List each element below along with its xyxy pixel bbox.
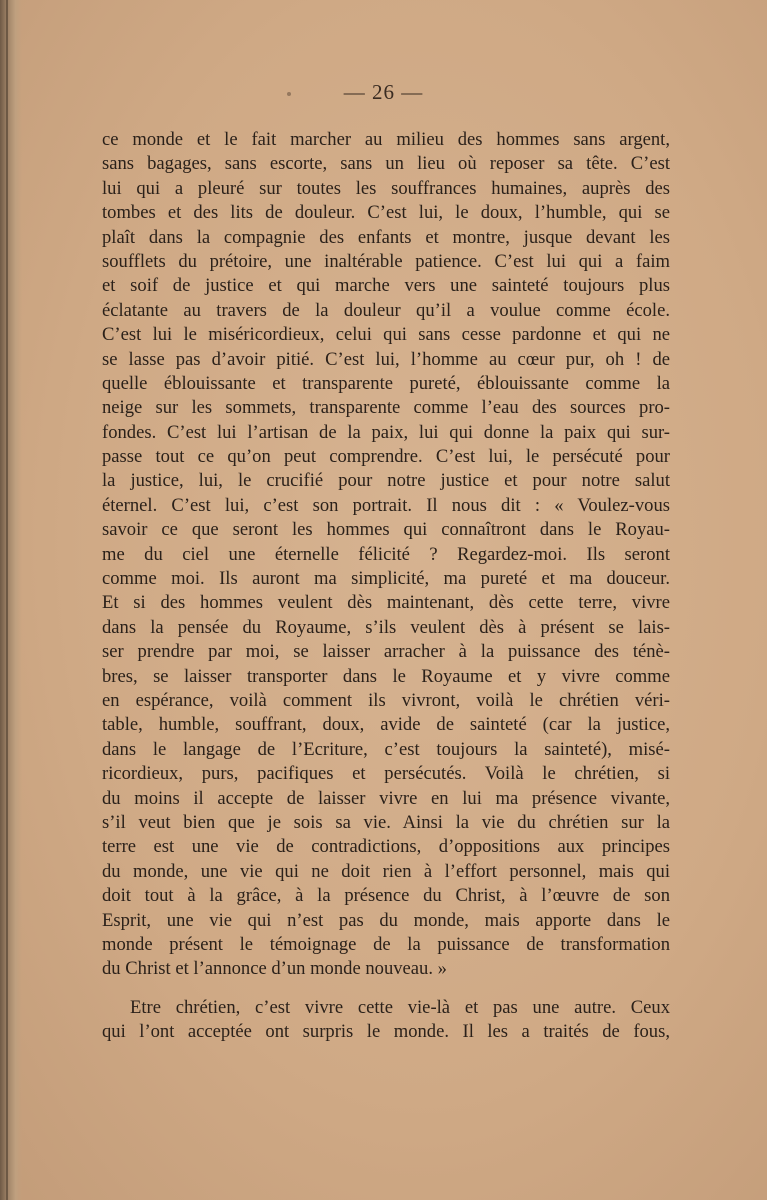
text-line: éclatante au travers de la douleur qu’il a voulue comme école. — [102, 299, 670, 321]
text-line: Esprit, une vie qui n’est pas du monde, mais apporte dans le — [102, 909, 670, 931]
text-line: ser prendre par moi, se laisser arracher à la puissance des ténè- — [102, 641, 670, 663]
text-line: se lasse pas d’avoir pitié. C’est lui, l’homme au cœur pur, oh ! de — [102, 348, 670, 370]
page-number: — 26 — — [343, 80, 424, 104]
text-line: Et si des hommes veulent dès maintenant, dès cette terre, vivre — [102, 592, 670, 614]
text-line: passe tout ce qu’on peut comprendre. C’est lui, le persécuté pour — [102, 446, 670, 468]
text-line: Etre chrétien, c’est vivre cette vie-là et pas une autre. Ceux — [130, 996, 670, 1018]
paragraph-1 — [102, 128, 670, 982]
text-line: du moins il accepte de laisser vivre en lui ma présence vivante, — [102, 787, 670, 809]
text-line: quelle éblouissante et transparente pureté, éblouissante comme la — [102, 372, 670, 394]
text-line: me du ciel une éternelle félicité ? Regardez-moi. Ils seront — [102, 543, 670, 565]
text-line: doit tout à la grâce, à la présence du Christ, à l’œuvre de son — [102, 885, 670, 907]
text-line: comme moi. Ils auront ma simplicité, ma pureté et ma douceur. — [102, 568, 670, 590]
binding-edge-line — [6, 0, 8, 1200]
text-line: terre est une vie de contradictions, d’oppositions aux principes — [102, 836, 670, 858]
text-line: éternel. C’est lui, c’est son portrait. Il nous dit : « Voulez-vous — [102, 494, 670, 516]
text-line: plaît dans la compagnie des enfants et montre, jusque devant les — [102, 226, 670, 248]
text-line: ce monde et le fait marcher au milieu des hommes sans argent, — [102, 129, 670, 150]
paragraph-2 — [102, 996, 670, 1045]
text-line: dans la pensée du Royaume, s’ils veulent dès à présent se lais- — [102, 616, 670, 638]
text-line: neige sur les sommets, transparente comme l’eau des sources pro- — [102, 397, 670, 419]
text-line: sans bagages, sans escorte, sans un lieu où reposer sa tête. C’est — [102, 153, 670, 175]
text-line: savoir ce que seront les hommes qui connaîtront dans le Royau- — [102, 519, 670, 541]
text-line: du monde, une vie qui ne doit rien à l’effort personnel, mais qui — [102, 860, 670, 882]
text-line: table, humble, souffrant, doux, avide de sainteté (car la justice, — [102, 714, 670, 736]
text-line: ricordieux, purs, pacifiques et persécutés. Voilà le chrétien, si — [102, 763, 670, 785]
paragraph-gap — [102, 982, 670, 996]
text-line: soufflets du prétoire, une inaltérable patience. C’est lui qui a faim — [102, 250, 670, 272]
text-line: monde présent le témoignage de la puissance de transformation — [102, 933, 670, 955]
text-line: fondes. C’est lui l’artisan de la paix, lui qui donne la paix qui sur- — [102, 421, 670, 443]
text-line: du Christ et l’annonce d’un monde nouveau. » — [102, 958, 447, 980]
body-text — [102, 128, 670, 1044]
text-line: la justice, lui, le crucifié pour notre justice et pour notre salut — [102, 470, 670, 492]
text-line: dans le langage de l’Ecriture, c’est toujours la sainteté), misé- — [102, 738, 670, 760]
text-line: C’est lui le miséricordieux, celui qui sans cesse pardonne et qui ne — [102, 324, 670, 346]
text-line: bres, se laisser transporter dans le Royaume et y vivre comme — [102, 665, 670, 687]
page-binding — [0, 0, 22, 1200]
text-line: s’il veut bien que je sois sa vie. Ainsi la vie du chrétien sur la — [102, 811, 670, 833]
text-line: tombes et des lits de douleur. C’est lui, le doux, l’humble, qui se — [102, 202, 670, 224]
text-line: en espérance, voilà comment ils vivront, voilà le chrétien véri- — [102, 689, 670, 711]
text-line: lui qui a pleuré sur toutes les souffrances humaines, auprès des — [102, 177, 670, 199]
text-line: qui l’ont acceptée ont surpris le monde. Il les a traités de fous, — [102, 1021, 670, 1043]
text-line: et soif de justice et qui marche vers une sainteté toujours plus — [102, 275, 670, 297]
